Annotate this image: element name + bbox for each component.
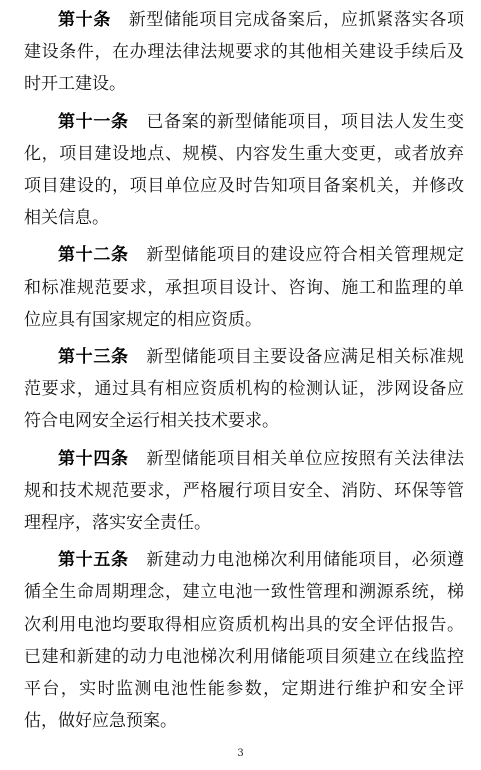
article-11 <box>24 106 464 235</box>
article-title: 第十一条 <box>58 111 129 132</box>
article-text: 新型储能项目完成备案后，应抓紧落实各项建设条件，在办理法律法规要求的其他相关建设手续后及时开工建设。 <box>24 10 465 95</box>
article-14 <box>24 443 464 540</box>
article-title: 第十五条 <box>58 550 129 571</box>
article-title: 第十条 <box>58 10 112 30</box>
article-text: 新型储能项目的建设应符合相关管理规定和标准规范要求，承担项目设计、咨询、施工和监理的单位应具有国家规定的相应资质。 <box>24 245 465 330</box>
article-title: 第十二条 <box>58 245 129 266</box>
article-title: 第十四条 <box>58 448 129 469</box>
article-text: 新型储能项目相关单位应按照有关法律法规和技术规范要求，严格履行项目安全、消防、环保等管理程序，落实安全责任。 <box>24 448 465 534</box>
page-number: 3 <box>237 748 244 759</box>
article-13 <box>24 341 464 438</box>
article-15 <box>24 544 464 737</box>
document-page <box>24 4 464 742</box>
article-title: 第十三条 <box>58 347 129 368</box>
article-10 <box>24 4 464 101</box>
article-text: 已备案的新型储能项目，项目法人发生变化，项目建设地点、规模、内容发生重大变更，或者放弃项目建设的，项目单位应及时告知项目备案机关，并修改相关信息。 <box>24 111 465 229</box>
article-12 <box>24 239 464 336</box>
article-text: 新建动力电池梯次利用储能项目，必须遵循全生命周期理念，建立电池一致性管理和溯源系统，梯次利用电池均要取得相应资质机构出具的安全评估报告。已建和新建的动力电池梯次利用储能项目须建立在线监控平台，实时监测电池性能参数，定期进行维护和安全评估，做好应急预案。 <box>24 550 465 732</box>
article-text: 新型储能项目主要设备应满足相关标准规范要求，通过具有相应资质机构的检测认证，涉网设备应符合电网安全运行相关技术要求。 <box>24 347 465 432</box>
